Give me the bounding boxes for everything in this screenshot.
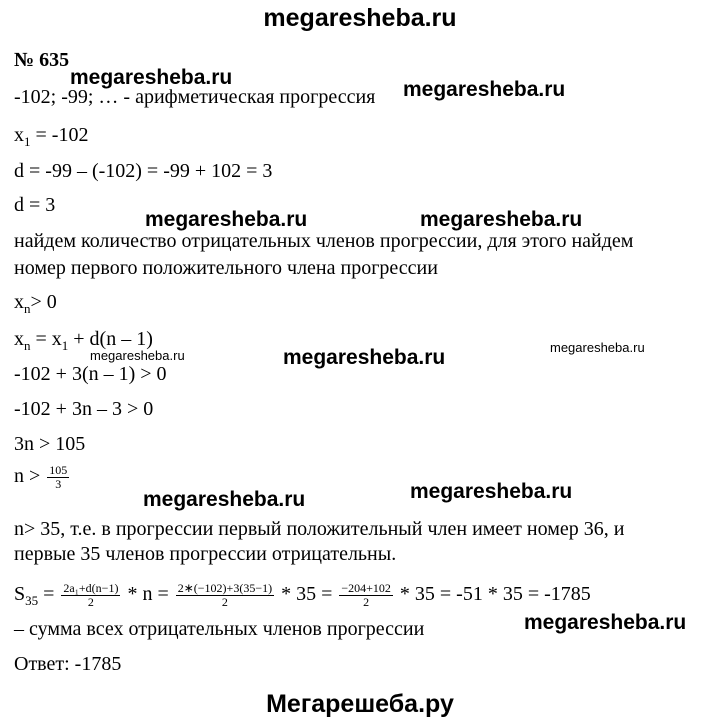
watermark: megaresheba.ru bbox=[283, 346, 446, 369]
watermark: megaresheba.ru bbox=[70, 66, 233, 89]
formula-line: n > $\frac{105}{3}$ bbox=[14, 463, 68, 491]
header-site-title: megaresheba.ru bbox=[263, 4, 457, 32]
formula-line: $x_n = x_1 + d(n - 1)$ bbox=[14, 328, 153, 353]
watermark: megaresheba.ru bbox=[143, 488, 306, 511]
watermark: megaresheba.ru bbox=[420, 208, 583, 231]
watermark: megaresheba.ru bbox=[550, 340, 645, 355]
fraction: $\frac{-204+102}{2}$ bbox=[341, 581, 391, 609]
formula-line: -102 + 3(n – 1) > 0 bbox=[14, 363, 167, 385]
text-line: номер первого положительного члена прогрессии bbox=[14, 257, 438, 279]
text-line: -102; -99; … - арифметическая прогрессия bbox=[14, 86, 376, 108]
formula-line: 3n > 105 bbox=[14, 433, 86, 455]
formula-line: -102 + 3n – 3 > 0 bbox=[14, 398, 154, 420]
answer-line: Ответ: -1785 bbox=[14, 653, 122, 675]
watermark: megaresheba.ru bbox=[145, 208, 308, 231]
watermark: megaresheba.ru bbox=[524, 611, 687, 634]
watermark: megaresheba.ru bbox=[403, 78, 566, 101]
formula-line: $x_1 = -102$ bbox=[14, 124, 89, 149]
watermark: megaresheba.ru bbox=[410, 480, 573, 503]
text-line: первые 35 членов прогрессии отрицательны. bbox=[14, 543, 397, 565]
fraction: $\frac{105}{3}$ bbox=[49, 463, 68, 491]
formula-line: $S_{35}$ = $\frac{\text{2a₁+d(n−1)}}{2}$ * n = $\frac{2∗(-102)+3(35-1)}{2}$ * 35 = $\frac{-204+102}{2}$ * 35 = -51 * 35 = -1785 bbox=[14, 581, 591, 609]
text-line: – сумма всех отрицательных членов прогрессии bbox=[14, 618, 425, 640]
formula-line: $x_n> 0$ bbox=[14, 291, 57, 316]
fraction: $\frac{2∗(-102)+3(35-1)}{2}$ bbox=[177, 581, 273, 609]
footer-site-title: Мегарешеба.ру bbox=[266, 690, 454, 718]
watermark: megaresheba.ru bbox=[90, 348, 185, 363]
fraction: $\frac{\text{2a₁+d(n−1)}}{2}$ bbox=[63, 581, 119, 609]
text-line: найдем количество отрицательных членов прогрессии, для этого найдем bbox=[14, 230, 634, 252]
text-line: n> 35, т.е. в прогрессии первый положительный член имеет номер 36, и bbox=[14, 518, 625, 540]
formula-line: d = -99 – (-102) = -99 + 102 = 3 bbox=[14, 160, 273, 182]
formula-line: d = 3 bbox=[14, 194, 56, 216]
task-number: № 635 bbox=[14, 49, 70, 71]
